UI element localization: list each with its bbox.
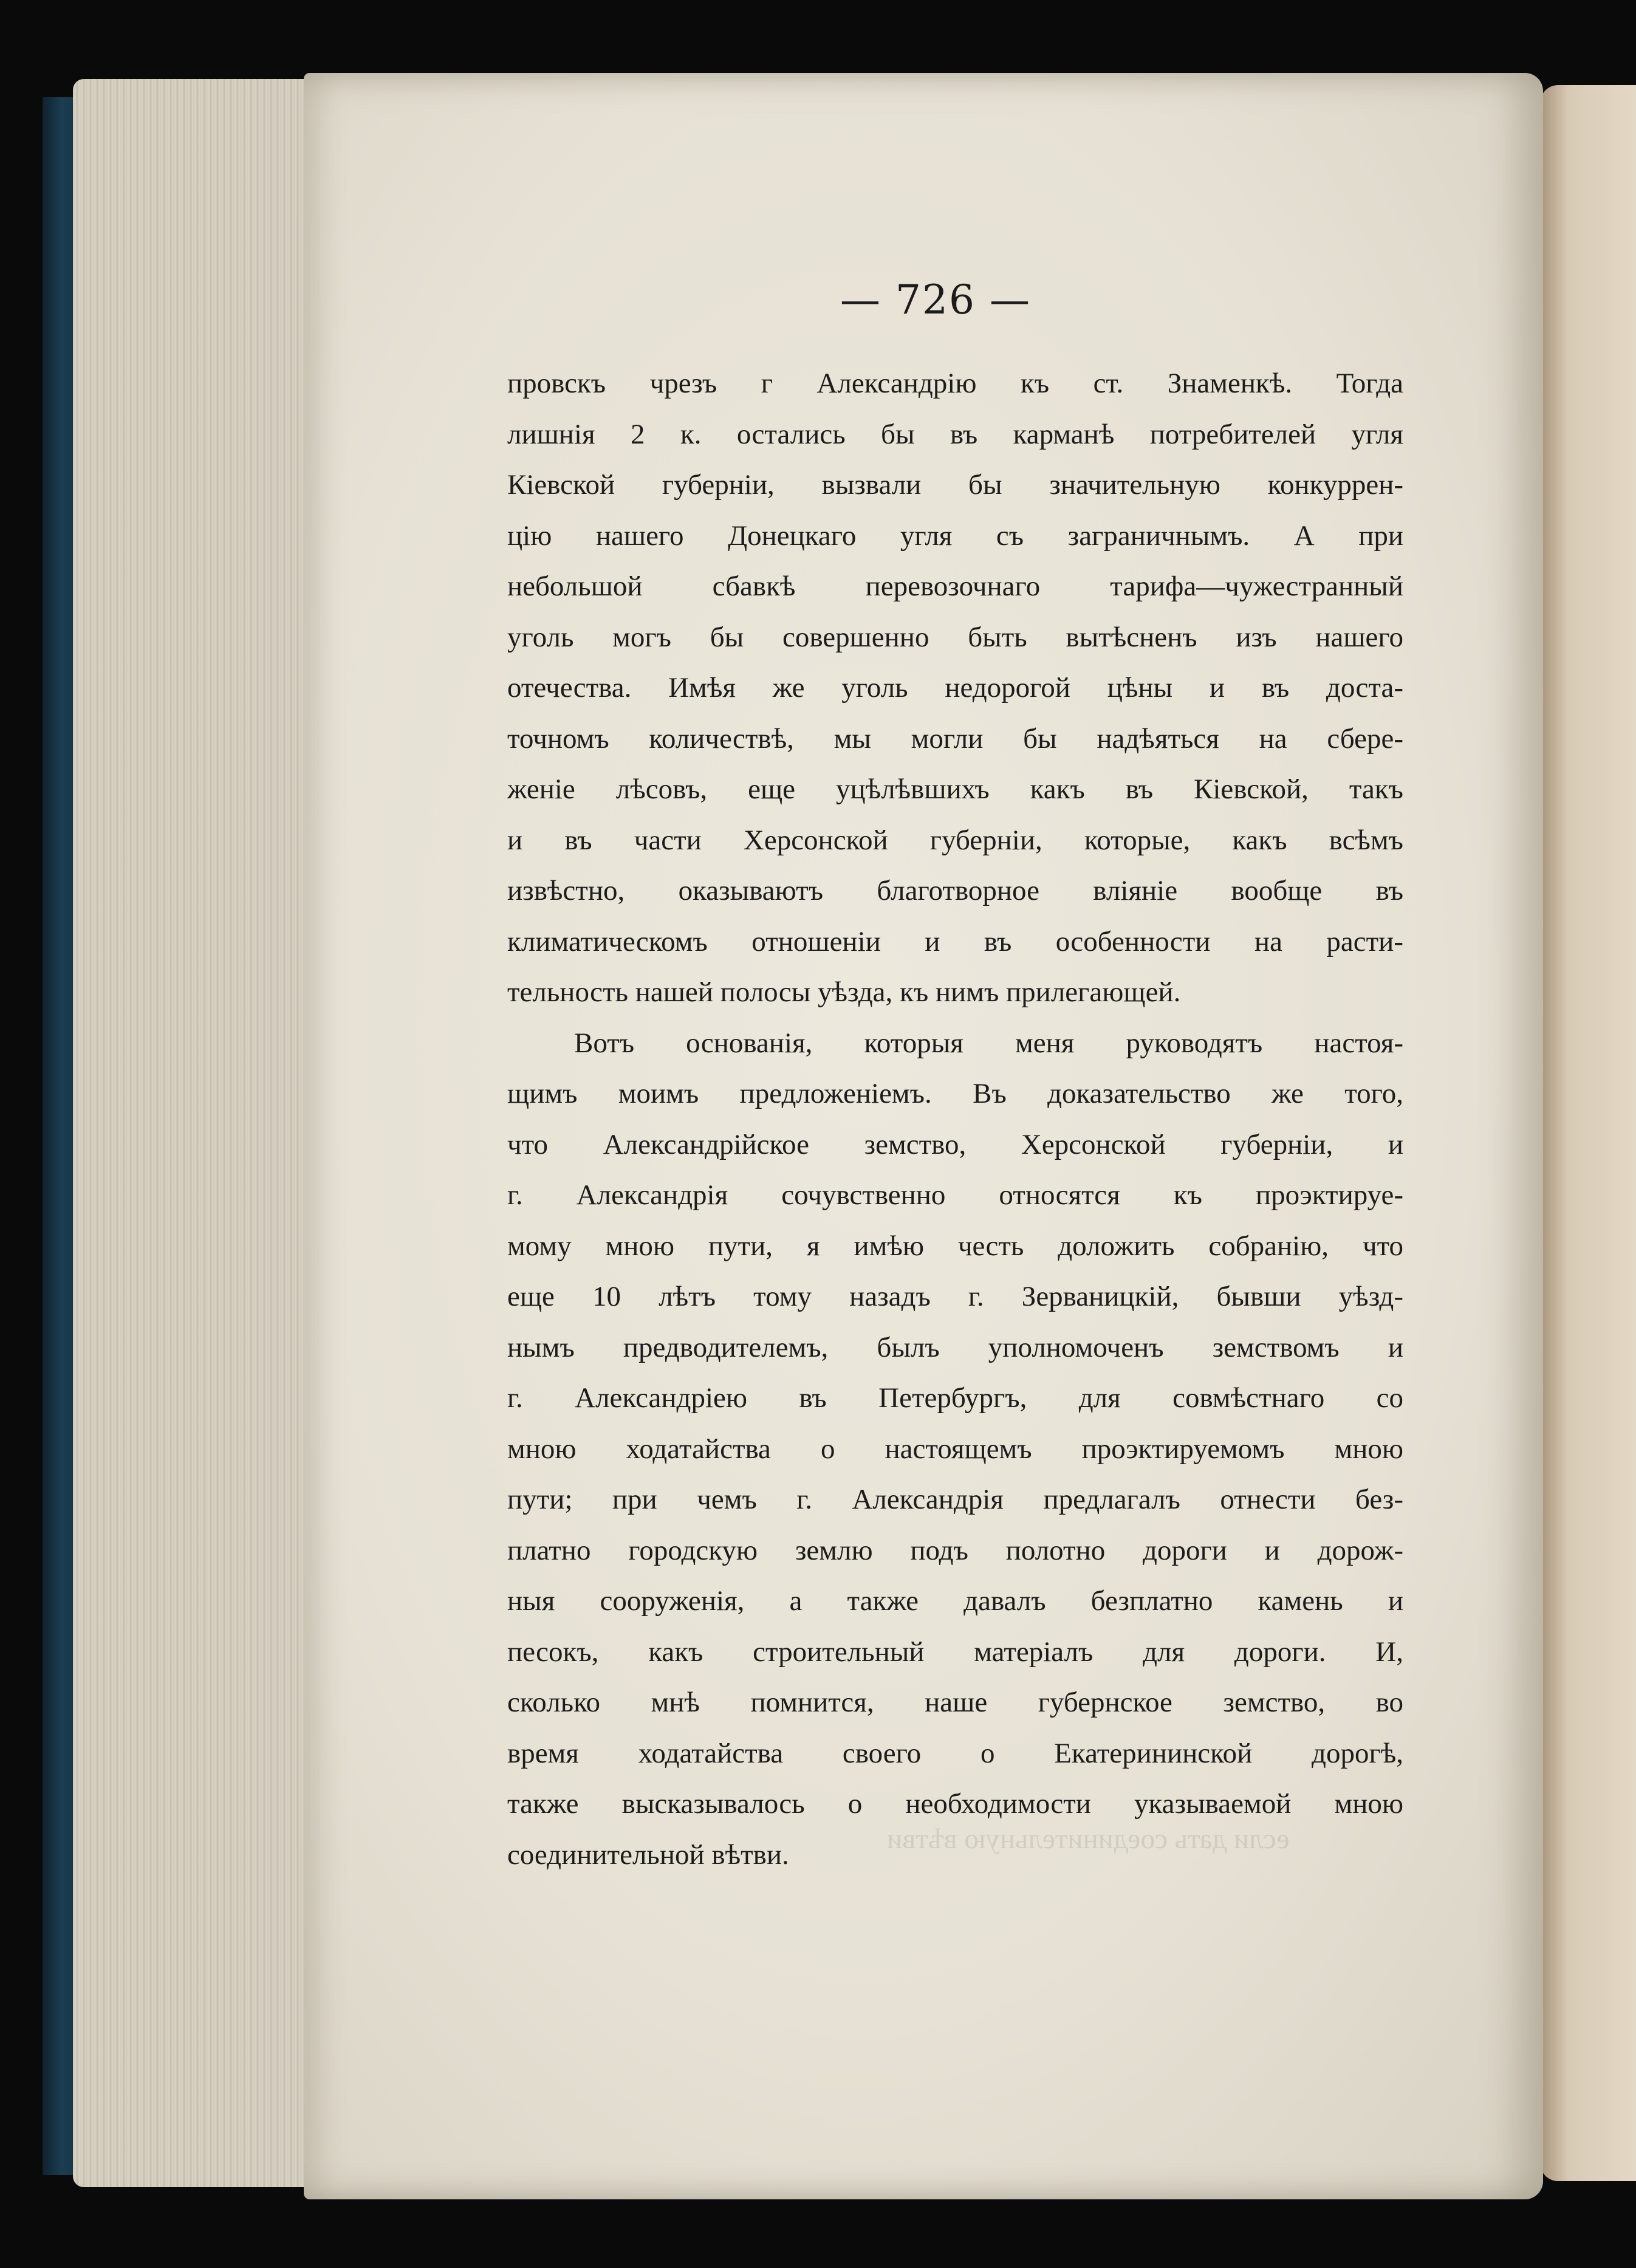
text-line: климатическомъ отношеніи и въ особенности на расти- [507, 925, 1403, 958]
body-text [507, 358, 1403, 1880]
text-line: пути; при чемъ г. Александрія предлагалъ отнести без- [507, 1484, 1403, 1515]
page-number: — 726 — [840, 276, 1031, 323]
text-line: и въ части Херсонской губерніи, которые, какъ всѣмъ [507, 824, 1403, 856]
text-line: Вотъ основанія, которыя меня руководятъ настоя- [574, 1027, 1403, 1059]
text-line: сколько мнѣ помнится, наше губернское земство, во [507, 1687, 1403, 1718]
text-line: мною ходатайства о настоящемъ проэктируемомъ мною [507, 1433, 1403, 1465]
text-line: песокъ, какъ строительный матеріалъ для дороги. И, [507, 1636, 1403, 1668]
text-line: провскъ чрезъ г Александрію къ ст. Знаменкѣ. Тогда [507, 368, 1403, 399]
text-line: г. Александріею въ Петербургъ, для совмѣстнаго со [507, 1382, 1403, 1414]
text-line: мому мною пути, я имѣю честь доложить собранію, что [507, 1230, 1403, 1262]
text-line: платно городскую землю подъ полотно дороги и дорож- [507, 1534, 1403, 1566]
text-line: цію нашего Донецкаго угля съ заграничнымъ. А при [507, 519, 1403, 552]
text-line: тельность нашей полосы уѣзда, къ нимъ прилегающей. [507, 976, 1181, 1008]
text-line: еще 10 лѣтъ тому назадъ г. Зерваницкій, бывши уѣзд- [507, 1281, 1403, 1312]
text-line: извѣстно, оказываютъ благотворное вліяніе вообще въ [507, 875, 1403, 906]
text-line: отечества. Имѣя же уголь недорогой цѣны и въ доста- [507, 672, 1403, 704]
text-line: г. Александрія сочувственно относятся къ проэктируе- [507, 1179, 1403, 1211]
text-line: ныя сооруженія, а также давалъ безплатно камень и [507, 1585, 1403, 1617]
text-line: соединительной вѣтви. [507, 1838, 789, 1871]
text-line: женіе лѣсовъ, еще уцѣлѣвшихъ какъ въ Кіевской, такъ [507, 773, 1403, 805]
facing-page-edge [1540, 85, 1636, 2181]
text-line: точномъ количествѣ, мы могли бы надѣяться на сбере- [507, 722, 1403, 755]
text-line: Кіевской губерніи, вызвали бы значительную конкуррен- [507, 469, 1403, 501]
page-stack-edge [73, 79, 328, 2187]
text-line: нымъ предводителемъ, былъ уполномоченъ земствомъ и [507, 1331, 1403, 1363]
text-line: небольшой сбавкѣ перевозочнаго тарифа—чужестранный [507, 570, 1403, 602]
text-line: время ходатайства своего о Екатерининской дорогѣ, [507, 1737, 1403, 1769]
text-line: лишнія 2 к. остались бы въ карманѣ потребителей угля [507, 418, 1403, 450]
text-line: также высказывалось о необходимости указываемой мною [507, 1788, 1403, 1820]
bleed-through-text: если дать соединительную вѣтви [887, 1823, 1290, 1855]
text-line: что Александрійское земство, Херсонской губерніи, и [507, 1128, 1403, 1160]
text-line: уголь могъ бы совершенно быть вытѣсненъ изъ нашего [507, 621, 1403, 653]
text-line: щимъ моимъ предложеніемъ. Въ доказательство же того, [507, 1078, 1403, 1109]
